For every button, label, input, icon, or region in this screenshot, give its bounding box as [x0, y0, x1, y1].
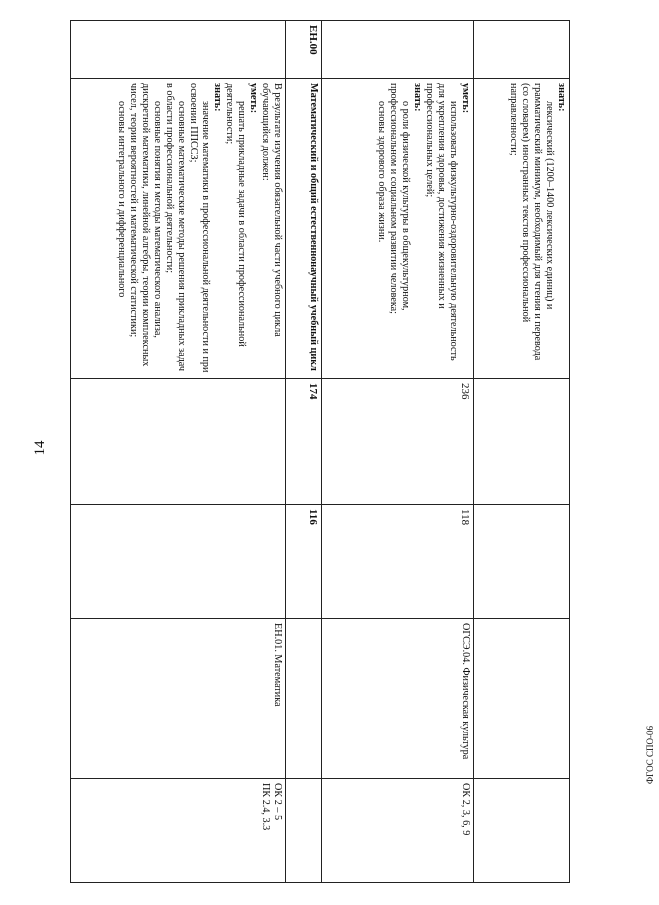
cell-code: [474, 21, 570, 79]
cell-max-load: [474, 379, 570, 505]
cell-discipline: ЕН.01. Математика: [71, 619, 286, 779]
content-heading: знать:: [556, 83, 567, 112]
cell-content: [322, 79, 474, 379]
cell-discipline: [474, 619, 570, 779]
cell-max-load: 174: [286, 379, 322, 505]
table-row: [286, 21, 322, 883]
content-paragraph: В результате изучения обязательной части учебного цикла обучающийся должен:: [259, 83, 283, 337]
cell-hours: 118: [322, 505, 474, 619]
table-row: [322, 21, 474, 883]
page-footer: ФГОС СПО-06: [645, 726, 655, 784]
cell-discipline: [286, 619, 322, 779]
cell-hours: [71, 505, 286, 619]
content-heading: Математический и общий естественнонаучный учебный цикл: [308, 83, 319, 371]
cell-max-load: 236: [322, 379, 474, 505]
content-paragraph: основы здорового образа жизни.: [375, 101, 387, 243]
cell-code: [322, 21, 474, 79]
content-heading: уметь:: [247, 83, 259, 114]
cell-hours: 116: [286, 505, 322, 619]
cell-hours: [474, 505, 570, 619]
content-paragraph: основные понятия и методы математического анализа, дискретной математики, линейной алгебры, теории комплексных чисел, теории вероятностей и математической статистики;: [127, 83, 163, 367]
content-paragraph: использовать физкультурно-оздоровительную деятельность для укрепления здоровья, достижения жизненных и профессиональных целей;: [423, 83, 459, 361]
cell-max-load: [71, 379, 286, 505]
cell-discipline: ОГСЭ.04. Физическая культура: [322, 619, 474, 779]
cell-competencies: [474, 779, 570, 883]
cell-code: ЕН.00: [286, 21, 322, 79]
content-paragraph: лексический (1200–1400 лексических единиц) и грамматический минимум, необходимый для чтения и перевода (со словарем) иностранных текстов профессиональной направленности;: [507, 83, 555, 361]
content-heading: знать:: [411, 83, 423, 112]
cell-content: [286, 79, 322, 379]
content-paragraph: решать прикладные задачи в области профессиональной деятельности;: [223, 83, 247, 347]
cell-competencies: [286, 779, 322, 883]
page-number: 14: [32, 440, 48, 456]
cell-content: [71, 79, 286, 379]
cell-content: [474, 79, 570, 379]
cell-code: [71, 21, 286, 79]
table-viewport: [70, 20, 570, 882]
content-paragraph: о роли физической культуры в общекультурном, профессиональном и социальном развитии человека;: [387, 83, 411, 314]
content-heading: уметь:: [460, 83, 471, 114]
content-paragraph: основы интегрального и дифференциального: [115, 101, 127, 298]
table-row: [474, 21, 570, 883]
table-row: [71, 21, 286, 883]
competency-line: ОК 2 – 5: [272, 783, 283, 821]
competency-line: ПК 2.4, 3.3: [259, 783, 271, 831]
cell-competencies: ОК 2, 3, 6, 9: [322, 779, 474, 883]
cell-competencies: [71, 779, 286, 883]
curriculum-table: [70, 20, 570, 883]
content-paragraph: основные математические методы решения прикладных задач в области профессиональной деятельности;: [163, 83, 187, 372]
table-body: [71, 21, 570, 883]
content-paragraph: значение математики в профессиональной деятельности и при освоении ППССЗ;: [187, 83, 211, 373]
content-heading: знать:: [211, 83, 223, 112]
